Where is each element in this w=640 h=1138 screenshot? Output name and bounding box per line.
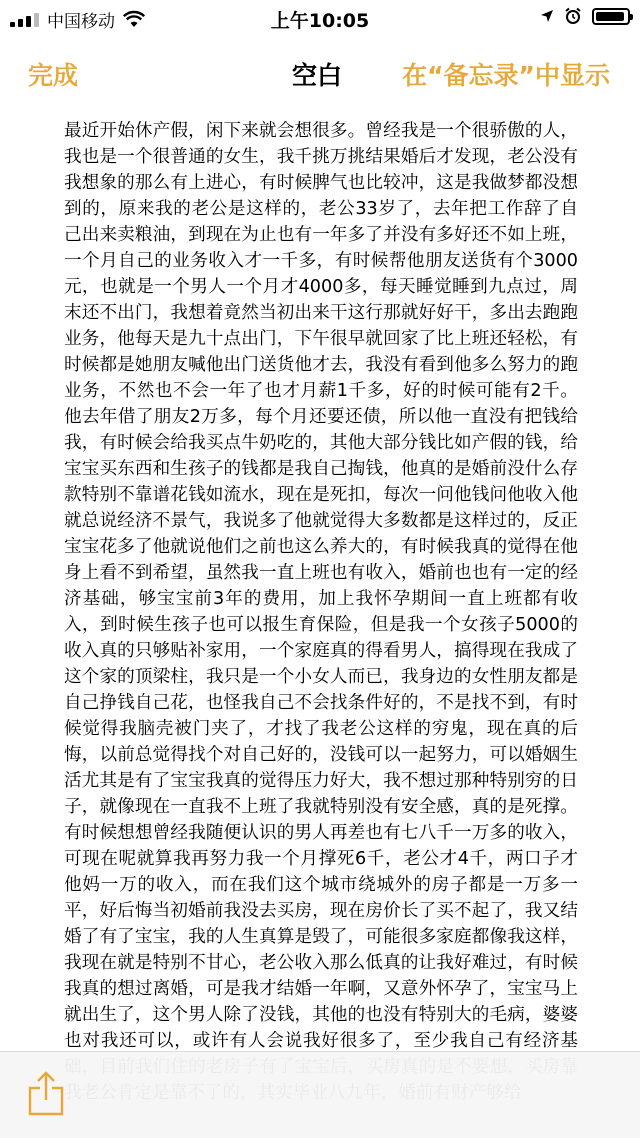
share-icon[interactable] xyxy=(26,1070,66,1118)
bottom-toolbar xyxy=(0,1052,640,1138)
carrier-label: 中国移动 xyxy=(47,12,115,32)
status-bar xyxy=(0,0,640,36)
page-title: 空白 xyxy=(292,61,343,90)
note-body: 最近开始休产假，闲下来就会想很多。曾经我是一个很骄傲的人，我也是一个很普通的女生，我千挑万挑结果婚后才发现，老公没有我想象的那么有上进心，有时候脾气也比较冲，这是我做梦都没想到的，原来我的老公是这样的，老公33岁了，去年把工作辞了自己出来卖粮油，到现在为止也有一年多了并没有多好还不如上班，一个月自己的业务收入才一千多，有时候帮他朋友送货有个3000元，也就是一个男人一个月才4000多，每天睡觉睡到九点过，周末还不出门，我想着竟然当初出来干这行那就好好干，多出去跑跑业务，他每天是九十点出门，下午很早就回家了比上班还轻松，有时候都是她朋友喊他出门送货他才去，我没有看到他多么努力的跑业务，不然也不会一年了也才月薪1千多，好的时候可能有2千。他去年借了朋友2万多，每个月还要还债，所以他一直没有把钱给我，有时候会给我买点牛奶吃的，其他大部分钱比如产假的钱，给宝宝买东西和生孩子的钱都是我自己掏钱，他真的是婚前没什么存款特别不靠谱花钱如流水，现在是死扣，每次一问他钱问他收入他就总说经济不景气，我说多了他就觉得大多数都是这样过的，反正宝宝花多了他就说他们之前也这么养大的，有时候我真的觉得在他身上看不到希望，虽然我一直上班也有收入，婚前也也有一定的经济基础，够宝宝前3年的费用，加上我怀孕期间一直上班都有收入，到时候生孩子也可以报生育保险，但是我一个女孩子5000的收入真的只够贴补家用，一个家庭真的得看男人，搞得现在我成了这个家的顶梁柱，我只是一个小女人而已，我身边的女性朋友都是自己挣钱自己花，也怪我自己不会找条件好的，不是找不到，有时候觉得我脑壳被门夹了，才找了我老公这样的穷鬼，现在真的后悔，以前总觉得找个对自己好的，没钱可以一起努力，可以婚姻生活尤其是有了宝宝我真的觉得压力好大，我不想过那种特别穷的日子，就像现在一直我不上班了我就特别没有安全感，真的是死撑。有时候想想曾经我随便认识的男人再差也有七八千一万多的收入，可现在呢就算我再努力我一个月撑死6千，老公才4千，两口子才他妈一万的收入，而在我们这个城市绕城外的房子都是一万多一平，好后悔当初婚前我没去买房，现在房价长了买不起了，我又结婚了有了宝宝，我的人生真算是毁了，可能很多家庭都像我这样，我现在就是特别不甘心，老公收入那么低真的让我好难过，有时候我真的想过离婚，可是我才结婚一年啊，又意外怀孕了，宝宝马上就出生了，这个男人除了没钱，其他的也没有特别大的毛病，婆婆也对我还可以，或许有人会说我好很多了，至少我自己有经济基 xyxy=(64,121,578,1051)
alarm-icon xyxy=(564,7,582,25)
location-icon xyxy=(540,9,554,23)
navigation-bar xyxy=(0,36,640,108)
status-time: 上午10:05 xyxy=(270,10,370,32)
done-button[interactable]: 完成 xyxy=(28,61,79,90)
show-in-notes-button[interactable]: 在“备忘录”中显示 xyxy=(402,61,610,90)
status-right xyxy=(540,7,630,25)
battery-icon xyxy=(592,8,630,25)
